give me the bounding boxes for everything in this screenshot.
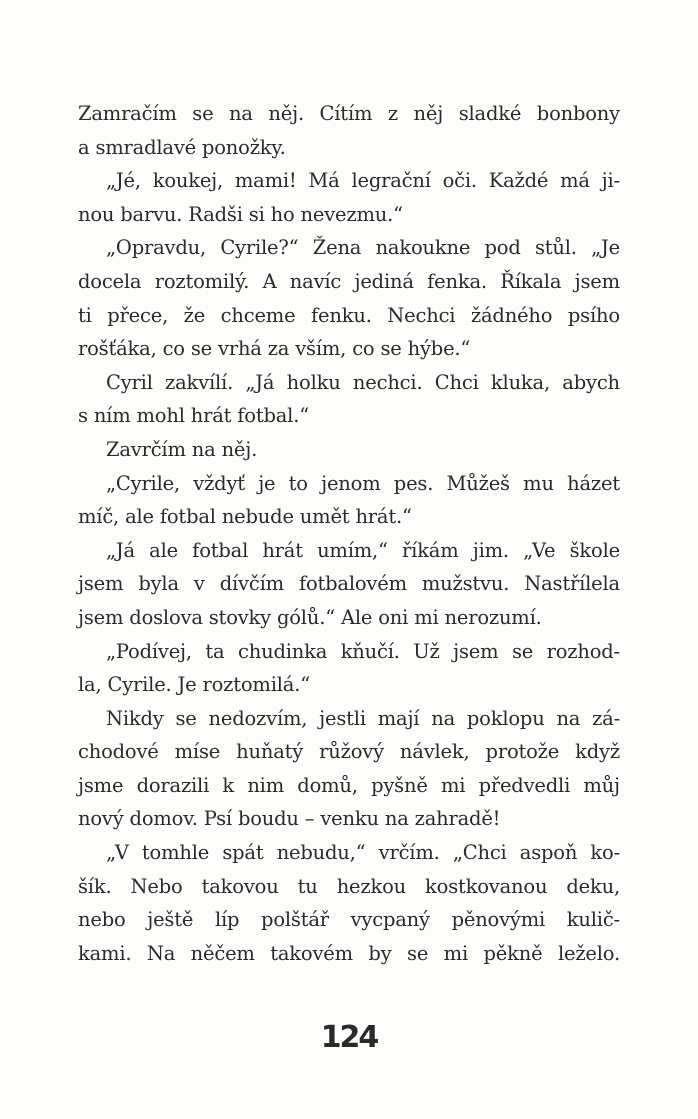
text-line: ti přece, že chceme fenku. Nechci žádného psího [78, 303, 620, 327]
text-line: kami. Na něčem takovém by se mi pěkně leželo. [78, 941, 620, 965]
text-line: jsme dorazili k nim domů, pyšně mi předvedli můj [78, 773, 620, 797]
text-line: jsem byla v dívčím fotbalovém mužstvu. Nastřílela [78, 572, 620, 596]
text-line: „Já ale fotbal hrát umím,“ říkám jim. „Ve škole [106, 538, 620, 562]
text-line: míč, ale fotbal nebude umět hrát.“ [78, 505, 412, 529]
text-line: Zamračím se na něj. Cítím z něj sladké bonbony [78, 102, 620, 125]
body-text [78, 97, 620, 970]
text-line: chodové míse huňatý růžový návlek, protože když [78, 740, 620, 764]
text-line: la, Cyrile. Je roztomilá.“ [78, 673, 310, 697]
text-line: nou barvu. Radši si ho nevezmu.“ [78, 202, 403, 226]
text-line: „V tomhle spát nebudu,“ vrčím. „Chci aspoň ko- [106, 841, 620, 865]
text-line: docela roztomilý. A navíc jediná fenka. Říkala jsem [78, 269, 620, 293]
text-line: „Cyrile, vždyť je to jenom pes. Můžeš mu házet [106, 471, 620, 495]
text-line: „Podívej, ta chudinka kňučí. Už jsem se rozhod- [106, 639, 620, 663]
page-number: 124 [320, 1020, 378, 1055]
text-line: šík. Nebo takovou tu hezkou kostkovanou deku, [78, 874, 620, 898]
text-line: s ním mohl hrát fotbal.“ [78, 404, 309, 428]
text-line: nebo ještě líp polštář vycpaný pěnovými kulič- [78, 908, 620, 932]
text-line: jsem doslova stovky gólů.“ Ale oni mi nerozumí. [78, 605, 542, 629]
text-line: Nikdy se nedozvím, jestli mají na poklopu na zá- [106, 706, 620, 730]
text-line: nový domov. Psí boudu – venku na zahradě! [78, 807, 501, 831]
text-line: Zavrčím na něj. [106, 437, 258, 461]
text-line: Cyril zakvílí. „Já holku nechci. Chci kluka, abych [106, 370, 620, 394]
text-line: rošťáka, co se vrhá za vším, co se hýbe.“ [78, 337, 471, 361]
text-line: „Opravdu, Cyrile?“ Žena nakoukne pod stůl. „Je [106, 236, 620, 260]
text-line: „Jé, koukej, mami! Má legrační oči. Každé má ji- [106, 169, 620, 193]
text-line: a smradlavé ponožky. [78, 135, 286, 159]
